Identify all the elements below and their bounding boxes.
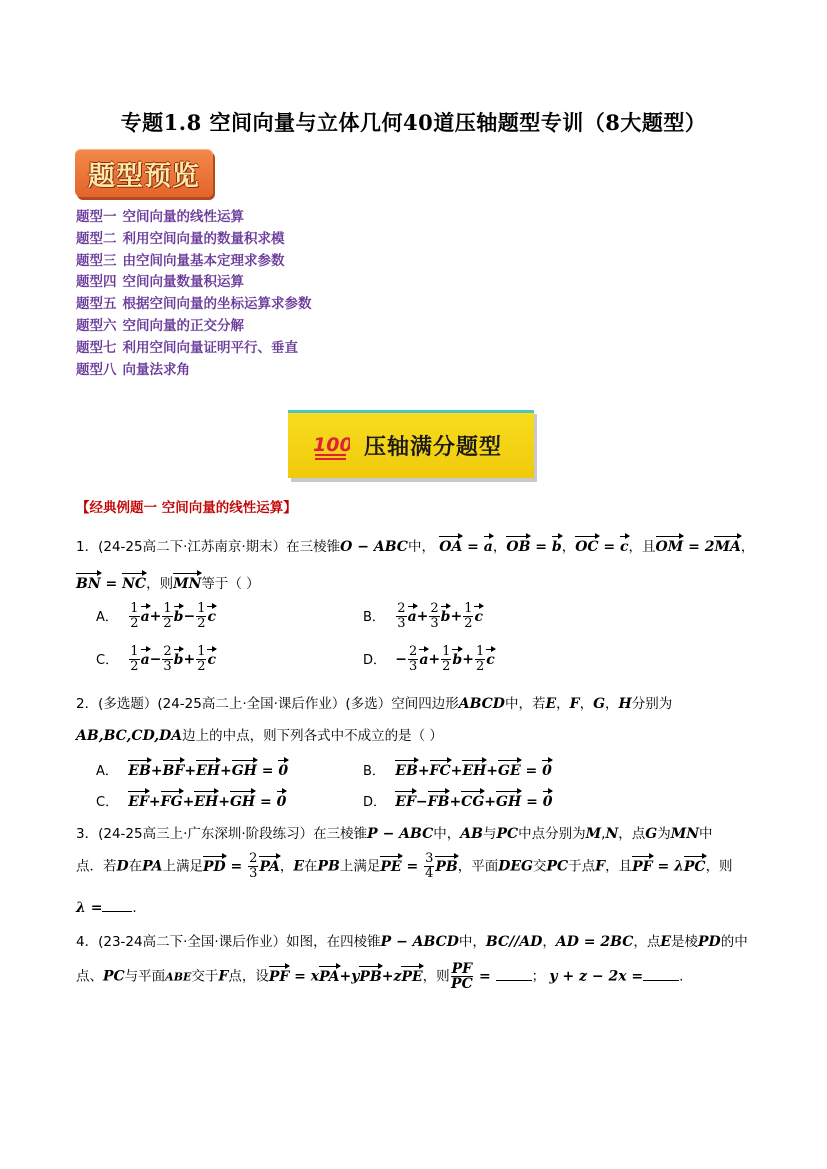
question-text: 1．(24-25高二下·江苏南京·期末）在三棱锥 [76, 539, 341, 555]
question-4-line-1: 4．(23-24高二下·全国·课后作业）如图，在四棱锥P − ABCD中，BC//AD，AD = 2BC，点E是棱PD的中 [76, 934, 748, 950]
question-text: 的中 [720, 934, 748, 950]
option-label: C． [96, 652, 119, 668]
math-expr: AD = 2BC [555, 934, 634, 950]
type-text: 由空间向量基本定理求参数 [122, 252, 285, 269]
question-text: ，则 [422, 968, 450, 985]
math-expr: = [462, 539, 484, 555]
type-text: 利用空间向量的数量积求模 [122, 230, 285, 247]
option-label: A． [96, 609, 118, 625]
option-1b: B． $\frac{2}{3}$ a+ $\frac{2}{3}$ b+ $\frac{1}{2}$ c [363, 601, 484, 631]
type-number: 题型二 [76, 230, 117, 247]
option-label: B． [363, 609, 385, 625]
question-text: 2．(多选题）(24-25高二上·全国·课后作业）(多选）空间四边形 [76, 696, 459, 712]
option-1d: D． − $\frac{2}{3}$ a+ $\frac{1}{2}$ b+ $\frac{1}{2}$ c [363, 644, 495, 674]
question-3-line-1: 3．(24-25高三上·广东深圳·阶段练习）在三棱锥P − ABC中，AB与PC中点分别为M,N，点G为MN中 [76, 826, 713, 842]
preview-badge [75, 149, 213, 197]
answer-blank[interactable] [496, 968, 532, 981]
question-text: 中点分别为 [518, 826, 586, 842]
option-label: D． [363, 795, 387, 810]
math-expr: ABCD [458, 696, 505, 712]
type-number: 题型七 [76, 339, 117, 356]
math-vector: OC [575, 539, 599, 555]
math-vector: b [173, 608, 184, 625]
question-text: 在 [304, 858, 318, 875]
math-expr: O − ABC [340, 539, 408, 555]
svg-text:100: 100 [313, 433, 350, 456]
question-3-line-3: λ = . [76, 900, 137, 916]
math-vector: c [474, 608, 484, 625]
question-1-line-1: 1．(24-25高二下·江苏南京·期末）在三棱锥O − ABC中， OA = a，OB = b，OC = c，且OM = 2MA， [76, 539, 755, 555]
question-text: 于点 [568, 858, 596, 875]
type-item [76, 360, 312, 382]
question-text: 为 [657, 826, 671, 842]
banner-label: 压轴满分题型 [364, 435, 503, 460]
math-vector: c [486, 651, 495, 668]
type-number: 题型四 [76, 274, 117, 291]
math-vector: BN [76, 576, 101, 592]
question-text: 中，若 [504, 696, 546, 712]
math-expr: λ = [76, 900, 103, 916]
question-text: 交于 [191, 968, 219, 985]
question-text: ， [279, 858, 294, 875]
section-banner [288, 410, 534, 478]
option-1c: C． $\frac{1}{2}$ a− $\frac{2}{3}$ b+ $\frac{1}{2}$ c [96, 644, 217, 674]
question-text: 点．若 [76, 858, 117, 875]
section-heading: 【经典例题一 空间向量的线性运算】 [76, 500, 297, 516]
math-expr: H [618, 696, 632, 712]
type-text: 利用空间向量证明平行、垂直 [122, 339, 298, 356]
math-expr: AB,BC,CD,DA [76, 728, 183, 744]
math-vector: OB [506, 539, 531, 555]
question-text: 中 [699, 826, 713, 842]
type-item [76, 251, 312, 273]
fraction: $\frac{1}{2}$ [197, 601, 206, 631]
math-vector: MA [714, 539, 741, 555]
option-label: C． [96, 795, 119, 810]
question-text: ，且 [605, 858, 633, 875]
question-text: 中， [407, 539, 435, 555]
option-label: B． [363, 764, 385, 779]
question-text: 中， [433, 826, 461, 842]
math-vector: OA [439, 539, 463, 555]
math-expr: E [545, 696, 557, 712]
fraction: $\frac{2}{3}$ [430, 601, 439, 631]
option-2d: D． EF−FB+CG+GH = 0 [363, 791, 552, 810]
math-vector: a [140, 651, 150, 668]
preview-badge-label: 题型预览 [88, 160, 200, 192]
fraction: $\frac{1}{2}$ [197, 644, 206, 674]
type-number: 题型六 [76, 317, 117, 334]
type-list [76, 207, 312, 381]
question-text: 上满足 [339, 858, 381, 875]
math-vector: c [207, 608, 217, 625]
question-2-line-1: 2．(多选题）(24-25高二上·全国·课后作业）(多选）空间四边形ABCD中，若E，F，G，H分别为 [76, 696, 673, 712]
question-text: 中， [458, 934, 486, 950]
math-vector: c [620, 539, 629, 555]
type-item [76, 229, 312, 251]
fraction: $\frac{2}{3}$ [163, 644, 172, 674]
question-3-line-2: 点．若D在PA上满足PD = $\frac{2}{3}$ PA，E在PB上满足PE = $\frac{3}{4}$ PB，平面DEG交PC于点F，且PF = λPC，则 [76, 851, 733, 881]
math-vector: b [173, 651, 184, 668]
question-text: ，点 [633, 934, 661, 950]
type-number: 题型八 [76, 361, 117, 378]
math-vector: a [483, 539, 493, 555]
question-text: 分别为 [631, 696, 673, 712]
type-item [76, 272, 312, 294]
math-expr: BC//AD [485, 934, 543, 950]
question-text: 等于（ ） [201, 576, 260, 592]
type-item [76, 207, 312, 229]
fraction: $\frac{1}{2}$ [130, 601, 139, 631]
fraction: $\frac{1}{2}$ [464, 601, 473, 631]
question-text: 是棱 [671, 934, 699, 950]
question-text: 点，设 [228, 968, 269, 985]
math-expr: P − ABC [367, 826, 434, 842]
math-vector: NC [122, 576, 147, 592]
math-vector: c [207, 651, 217, 668]
question-text: 边上的中点，则下列各式中不成立的是（ ） [182, 728, 443, 744]
question-text: 交 [533, 858, 547, 875]
fraction: $\frac{1}{2}$ [130, 644, 139, 674]
type-text: 根据空间向量的坐标运算求参数 [122, 296, 312, 313]
question-text: 4．(23-24高二下·全国·课后作业）如图，在四棱锥 [76, 934, 381, 950]
math-vector: a [419, 651, 429, 668]
fraction: $\frac{2}{3}$ [409, 644, 418, 674]
math-expr: G [593, 696, 606, 712]
type-item [76, 294, 312, 316]
question-text: 在 [128, 858, 143, 875]
option-2b: B． EB+FC+EH+GE = 0 [363, 760, 552, 779]
math-expr: P − ABCD [380, 934, 459, 950]
answer-blank[interactable] [643, 968, 679, 981]
type-text: 空间向量的线性运算 [122, 209, 244, 225]
question-text: ，则 [705, 858, 733, 875]
type-number: 题型五 [76, 296, 117, 313]
math-vector: b [452, 651, 463, 668]
math-vector: b [551, 539, 562, 555]
question-4-line-2: 点、PC与平面ABE交于F点，设PF = xPA+yPB+zPE，则 $\frac{PF}{PC}$ = ； y + z − 2x = . [76, 961, 684, 992]
answer-blank[interactable] [102, 899, 132, 912]
type-item [76, 316, 312, 338]
question-text: 点、 [76, 968, 103, 985]
question-text: 3．(24-25高三上·广东深圳·阶段练习）在三棱锥 [76, 826, 368, 842]
math-expr: = [100, 576, 123, 592]
math-vector: a [407, 608, 417, 625]
fraction: $\frac{1}{2}$ [475, 644, 485, 674]
question-text: 与 [482, 826, 497, 842]
fraction: $\frac{1}{2}$ [442, 644, 451, 674]
math-vector: a [140, 608, 150, 625]
math-expr: = [598, 539, 621, 555]
question-2-line-2 [76, 724, 443, 744]
fraction: $\frac{1}{2}$ [163, 601, 172, 631]
fraction: $\frac{2}{3}$ [397, 601, 406, 631]
question-1-line-2 [76, 572, 260, 592]
math-vector: MN [173, 576, 202, 592]
type-text: 向量法求角 [122, 361, 190, 378]
option-label: A． [96, 764, 118, 779]
hundred-points-icon [312, 431, 350, 461]
type-number: 题型一 [76, 209, 117, 225]
question-text: ； [531, 968, 546, 985]
option-2c: C． EF+FG+EH+GH = 0 [96, 791, 286, 810]
question-text: ，平面 [457, 858, 499, 875]
math-expr: F [569, 696, 580, 712]
question-text: 与平面 [124, 968, 166, 985]
page-title: 专题1.8 空间向量与立体几何40道压轴题型专训（8大题型） [120, 110, 707, 135]
question-text: ，则 [146, 576, 174, 592]
option-1a: A． $\frac{1}{2}$ a+ $\frac{1}{2}$ b− $\frac{1}{2}$ c [96, 601, 217, 631]
question-text: ，点 [618, 826, 646, 842]
math-expr: = [530, 539, 552, 555]
type-number: 题型三 [76, 252, 117, 269]
math-expr: y + z − 2x = [549, 968, 644, 985]
math-expr: = 2 [683, 539, 715, 555]
option-label: D． [363, 652, 387, 668]
type-text: 空间向量的正交分解 [122, 317, 244, 334]
math-vector: b [440, 608, 451, 625]
math-vector: OM [655, 539, 684, 555]
question-text: 上满足 [162, 858, 204, 875]
type-text: 空间向量数量积运算 [122, 274, 244, 291]
option-2a: A． EB+BF+EH+GH = 0 [96, 760, 288, 779]
type-item [76, 338, 312, 360]
